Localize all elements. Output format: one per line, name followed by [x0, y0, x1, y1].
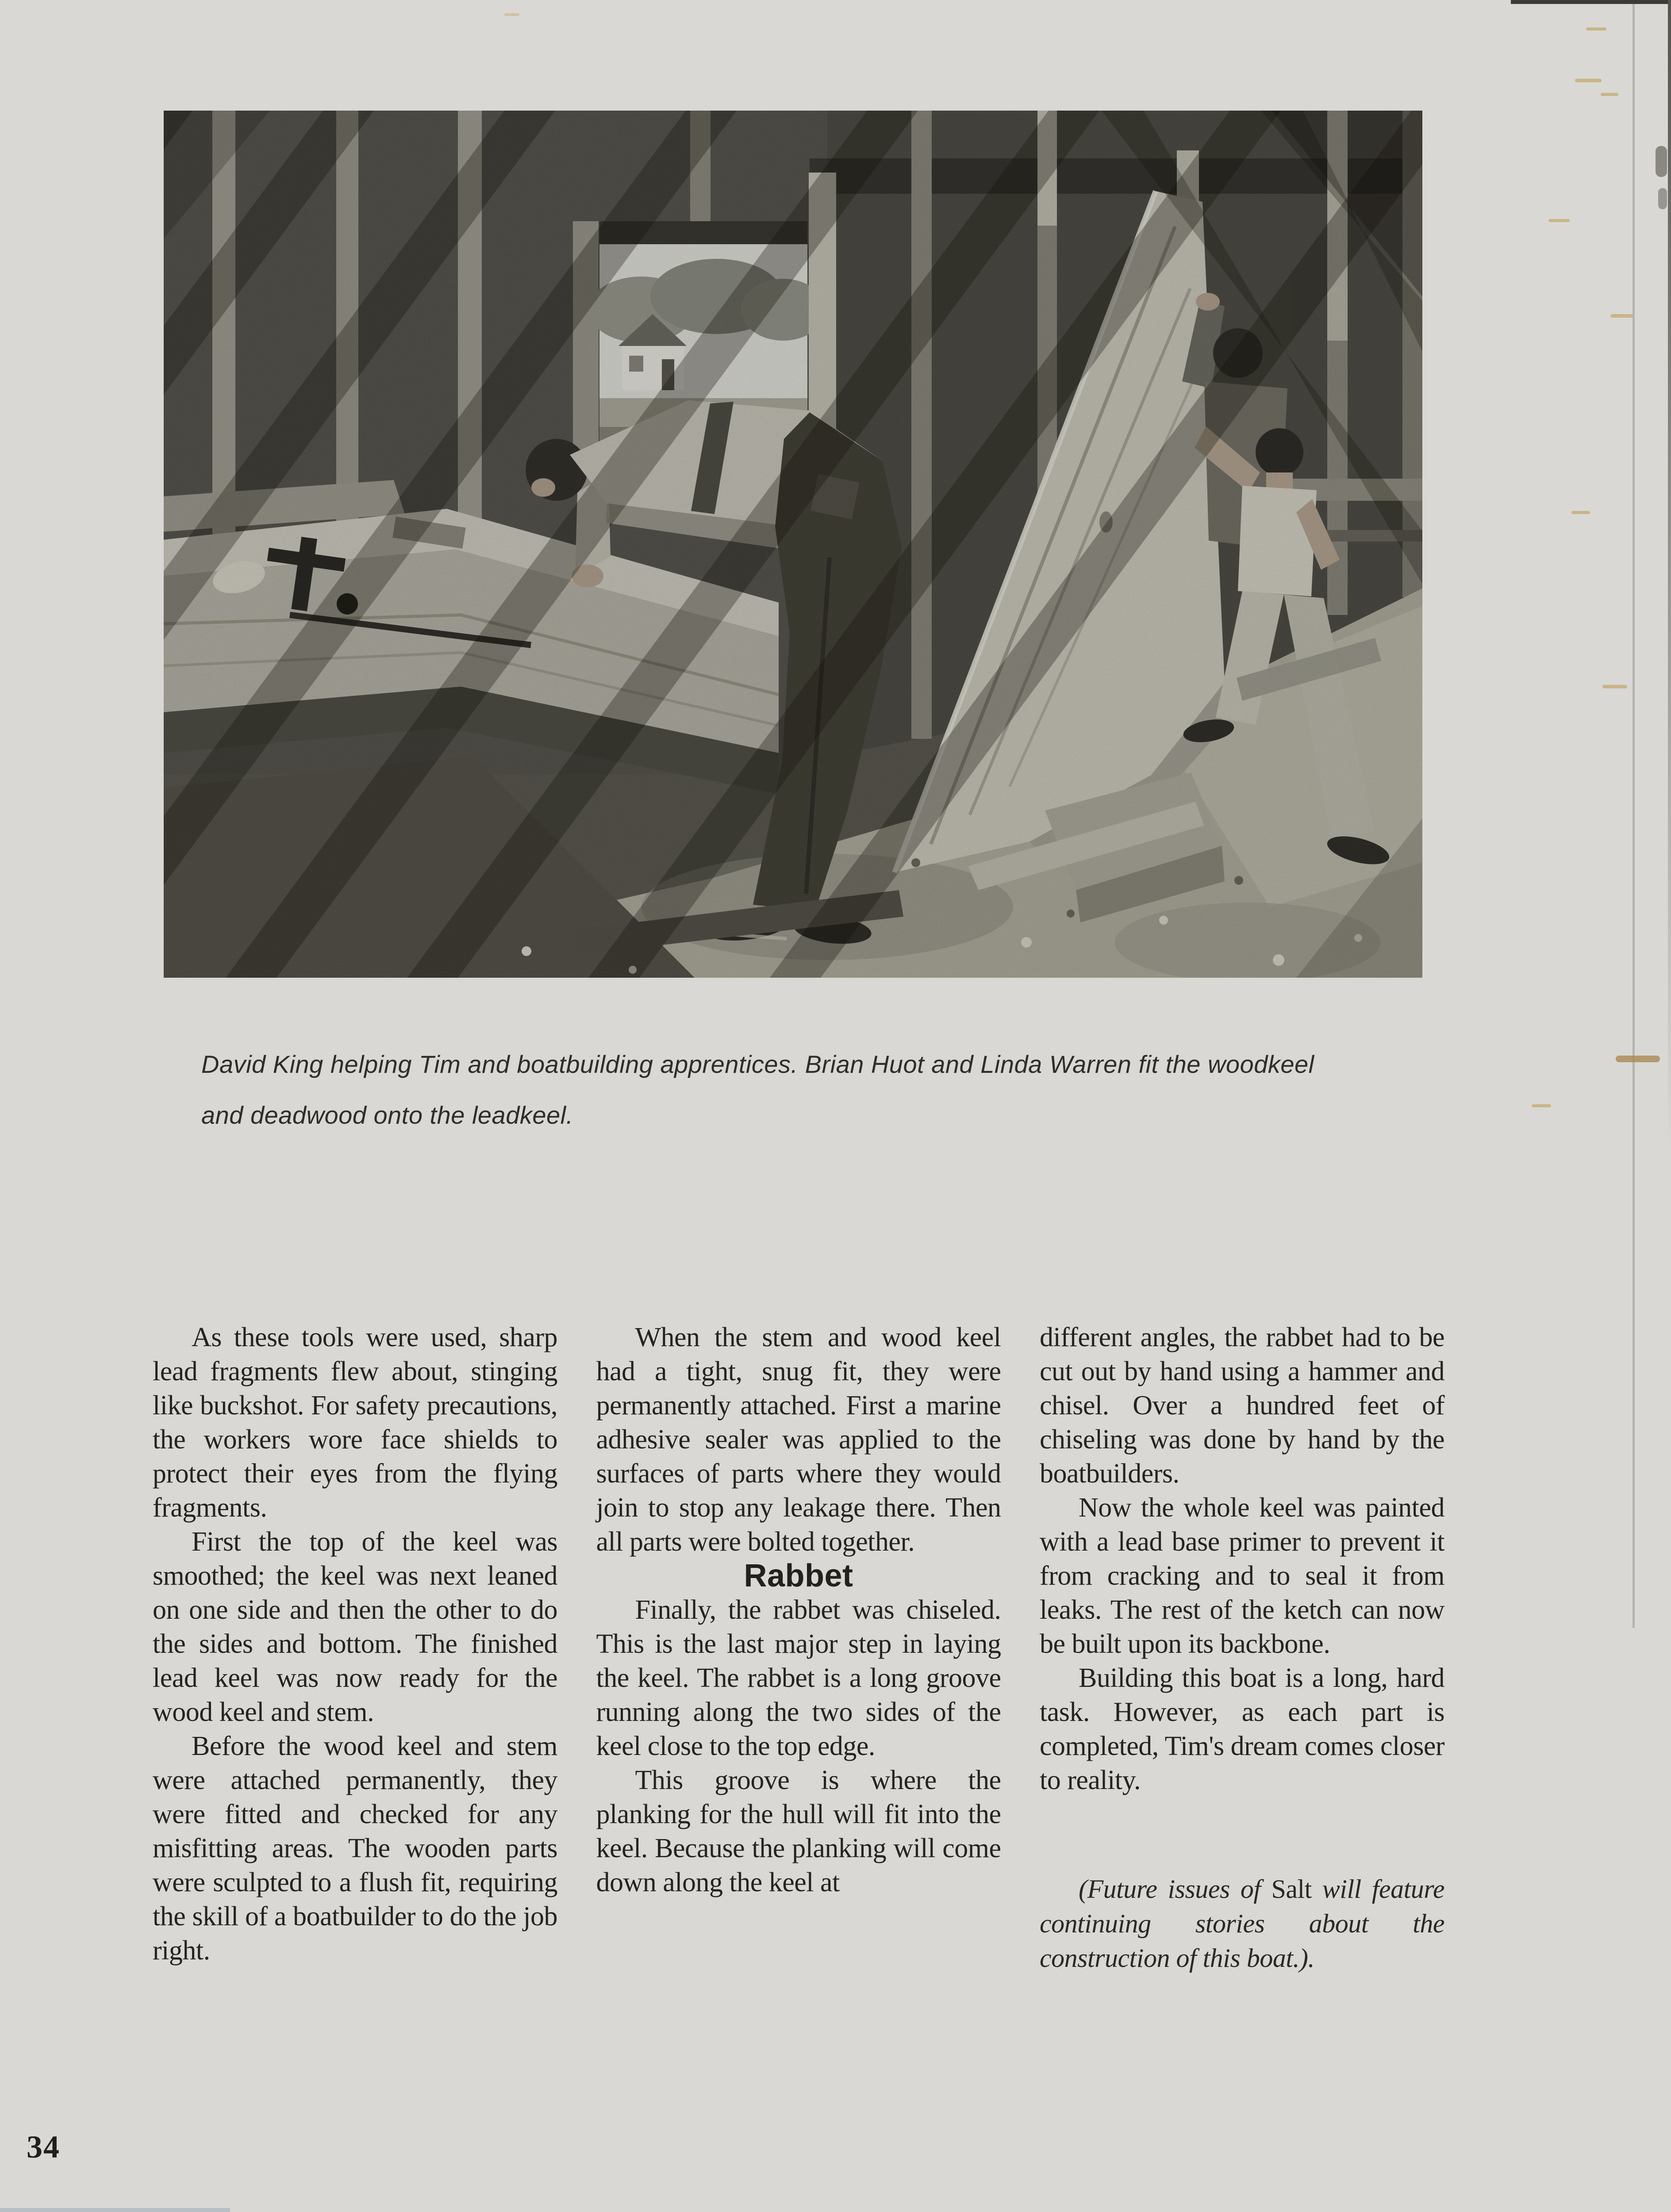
paragraph: Now the whole keel was painted with a lead base primer to prevent it from cracking and to seal it from leaks. The rest of the ketch can now be built upon its backbone. [1040, 1493, 1444, 1659]
paragraph: As these tools were used, sharp lead fragments flew about, stinging like buckshot. For safety precautions, the workers wore face shields to protect their eyes from the flying fragments. [153, 1322, 557, 1523]
page-number: 34 [27, 2129, 60, 2165]
paper-blemish [1658, 188, 1667, 209]
footnote-text: (Future issues of [1079, 1874, 1271, 1904]
boatshed-scene [164, 111, 1422, 978]
paragraph: different angles, the rabbet had to be cut out by hand using a hammer and chisel. Over a hundred feet of chiseling was done by hand by the boatbuilders. [1040, 1322, 1444, 1489]
paper-blemish [1656, 146, 1667, 177]
article-column-1 [153, 1321, 557, 1975]
caption-line-1: David King helping Tim and boatbuilding apprentices. Brian Huot and Linda Warren fit the woodkeel [201, 1050, 1314, 1078]
footnote-text: will feature continuing stories about the construction of this boat.). [1040, 1874, 1444, 1973]
paper-crease [1633, 0, 1635, 1628]
paper-speck [504, 13, 519, 16]
scan-edge-right [1668, 0, 1671, 1150]
scan-edge-bottom [0, 2208, 230, 2212]
halftone-grain [164, 111, 1422, 978]
paragraph: When the stem and wood keel had a tight, snug fit, they were permanently attached. First a marine adhesive sealer was applied to the surfaces of parts where they would join to stop any leakage there. Then all parts were bolted together. [596, 1322, 1001, 1557]
caption-line-2: and deadwood onto the leadkeel. [201, 1101, 573, 1129]
paper-smudge [1616, 1056, 1660, 1062]
paper-speck [1575, 79, 1602, 82]
editor-footnote [1040, 1872, 1444, 1975]
boatbuilding-photo [164, 111, 1422, 978]
paper-speck [1610, 314, 1633, 318]
article-column-2 [596, 1321, 1001, 1975]
paper-speck [1601, 93, 1618, 96]
section-heading-rabbet: Rabbet [744, 1558, 853, 1594]
paragraph: Finally, the rabbet was chiseled. This is the last major step in laying the keel. The rabbet is a long groove running along the two sides of the keel close to the top edge. [596, 1595, 1001, 1761]
article-column-3 [1040, 1321, 1444, 1975]
paragraph: This groove is where the planking for the hull will fit into the keel. Because the planking will come down along the keel at [596, 1765, 1001, 1897]
photo-caption [201, 1039, 1422, 1141]
magazine-name: Salt [1271, 1874, 1312, 1904]
paper-speck [1602, 685, 1627, 688]
paragraph: Before the wood keel and stem were attached permanently, they were fitted and checked for any misfitting areas. The wooden parts were sculpted to a flush fit, requiring the skill of a boatbuilder to do the job right. [153, 1731, 557, 1966]
paragraph: First the top of the keel was smoothed; the keel was next leaned on one side and then the other to do the sides and bottom. The finished lead keel was now ready for the wood keel and stem. [153, 1527, 557, 1727]
paper-speck [1586, 27, 1606, 31]
paper-speck [1532, 1104, 1551, 1107]
paragraph: Building this boat is a long, hard task. However, as each part is completed, Tim's dream comes closer to reality. [1040, 1663, 1444, 1795]
paper-speck [1548, 219, 1570, 222]
article-body [153, 1321, 1444, 1975]
paper-speck [1571, 511, 1590, 514]
scan-edge-top [1511, 0, 1671, 4]
